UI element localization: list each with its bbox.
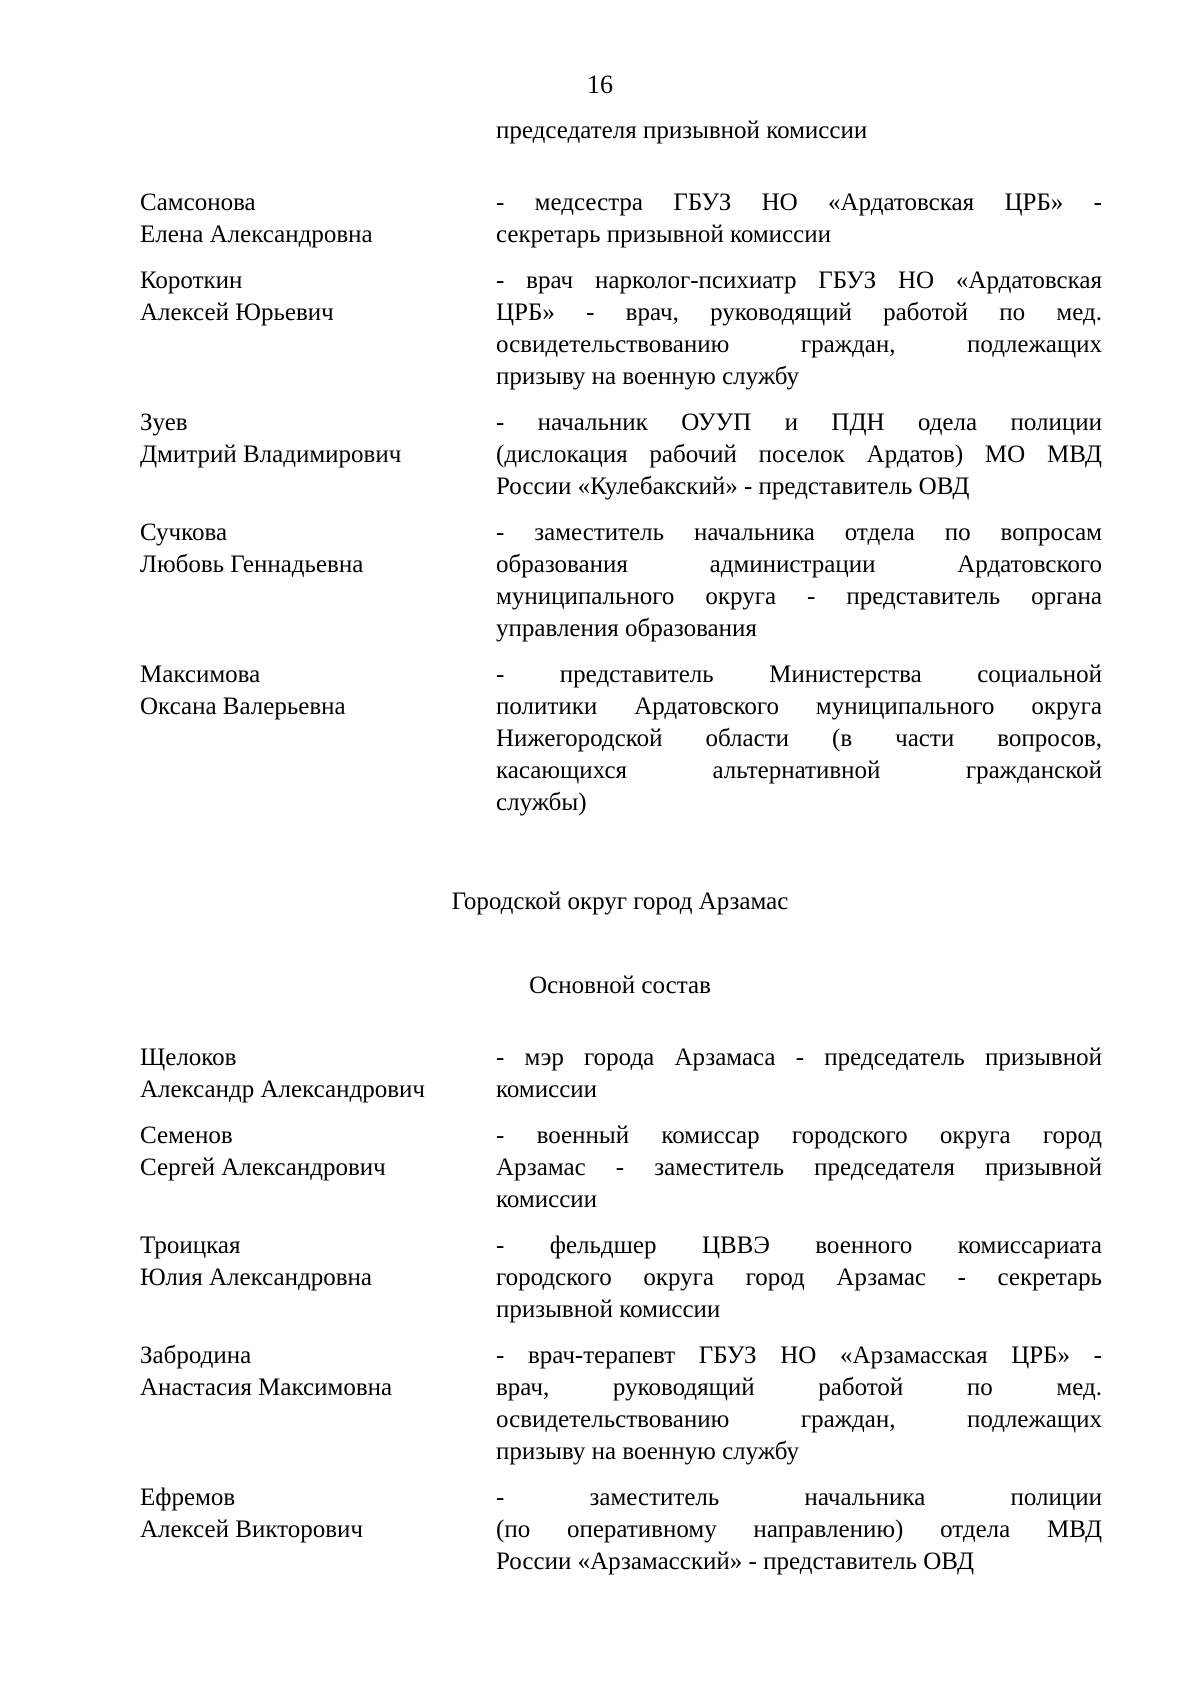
role-line: - врач нарколог-психиатр ГБУЗ НО «Ардатовская [496, 267, 1102, 294]
member-entry [140, 1230, 1102, 1326]
role-line: касающихся альтернативной гражданской [496, 757, 1102, 784]
member-role [496, 1230, 1102, 1326]
member-name [140, 1230, 496, 1326]
member-entry [140, 407, 1102, 503]
ardatov-member-list [140, 187, 1102, 819]
role-line: - заместитель начальника полиции [496, 1484, 1102, 1511]
member-name [140, 1120, 496, 1216]
member-given-name: Любовь Геннадьевна [140, 551, 364, 578]
role-line: России «Арзамасский» - представитель ОВД [496, 1548, 975, 1575]
role-line: России «Кулебакский» - представитель ОВД [496, 473, 970, 500]
member-surname: Забродина [140, 1342, 252, 1369]
member-given-name: Сергей Александрович [140, 1154, 386, 1181]
member-role [496, 659, 1102, 819]
member-role [496, 1482, 1102, 1578]
role-line: освидетельствованию граждан, подлежащих [496, 1406, 1102, 1433]
page-number: 16 [587, 70, 613, 99]
member-name [140, 1482, 496, 1578]
arzamas-member-list [140, 1042, 1102, 1578]
member-role [496, 1120, 1102, 1216]
role-line: - медсестра ГБУЗ НО «Ардатовская ЦРБ» - [496, 189, 1102, 216]
role-line: (дислокация рабочий поселок Ардатов) МО МВД [496, 441, 1102, 468]
role-line: освидетельствованию граждан, подлежащих [496, 331, 1102, 358]
role-line: призывной комиссии [496, 1296, 721, 1323]
member-given-name: Алексей Юрьевич [140, 299, 334, 326]
role-line: - начальник ОУУП и ПДН одела полиции [496, 409, 1102, 436]
member-entry [140, 1340, 1102, 1468]
member-entry [140, 659, 1102, 819]
member-given-name: Анастасия Максимовна [140, 1374, 393, 1401]
member-entry [140, 1482, 1102, 1578]
member-surname: Семенов [140, 1122, 233, 1149]
member-surname: Щелоков [140, 1044, 237, 1071]
role-line: управления образования [496, 615, 757, 642]
member-given-name: Елена Александровна [140, 221, 373, 248]
member-surname: Короткин [140, 267, 243, 294]
role-line: комиссии [496, 1186, 598, 1213]
role-line: муниципального округа - представитель органа [496, 583, 1102, 610]
member-entry [140, 1120, 1102, 1216]
member-role [496, 407, 1102, 503]
role-line: - военный комиссар городского округа город [496, 1122, 1102, 1149]
role-line: Арзамас - заместитель председателя призывной [496, 1154, 1102, 1181]
member-given-name: Александр Александрович [140, 1076, 425, 1103]
member-name [140, 1042, 496, 1106]
member-given-name: Алексей Викторович [140, 1516, 363, 1543]
member-surname: Сучкова [140, 519, 228, 546]
role-line: секретарь призывной комиссии [496, 221, 832, 248]
member-surname: Зуев [140, 409, 188, 436]
role-line: политики Ардатовского муниципального округа [496, 693, 1102, 720]
member-surname: Ефремов [140, 1484, 236, 1511]
member-name [140, 1340, 496, 1468]
member-role [496, 1340, 1102, 1468]
role-line: Нижегородской области (в части вопросов, [496, 725, 1102, 752]
role-line: врач, руководящий работой по мед. [496, 1374, 1102, 1401]
role-line: городского округа город Арзамас - секретарь [496, 1264, 1102, 1291]
role-line: - фельдшер ЦВВЭ военного комиссариата [496, 1232, 1102, 1259]
member-role [496, 187, 1102, 251]
member-name [140, 659, 496, 819]
role-line: комиссии [496, 1076, 598, 1103]
member-surname: Максимова [140, 661, 261, 688]
member-name [140, 517, 496, 645]
member-role [496, 265, 1102, 393]
role-line: - мэр города Арзамаса - председатель призывной [496, 1044, 1102, 1071]
member-surname: Троицкая [140, 1232, 241, 1259]
role-line: - заместитель начальника отдела по вопросам [496, 519, 1102, 546]
member-name [140, 407, 496, 503]
district-heading: Городской округ город Арзамас [451, 888, 789, 915]
member-entry [140, 265, 1102, 393]
role-line: призыву на военную службу [496, 1438, 800, 1465]
role-line: - представитель Министерства социальной [496, 661, 1102, 688]
role-line: призыву на военную службу [496, 363, 800, 390]
role-line: - врач-терапевт ГБУЗ НО «Арзамасская ЦРБ» - [496, 1342, 1102, 1369]
member-given-name: Оксана Валерьевна [140, 693, 346, 720]
member-given-name: Юлия Александровна [140, 1264, 372, 1291]
role-line: (по оперативному направлению) отдела МВД [496, 1516, 1102, 1543]
role-line: образования администрации Ардатовского [496, 551, 1102, 578]
role-line: ЦРБ» - врач, руководящий работой по мед. [496, 299, 1102, 326]
member-entry [140, 517, 1102, 645]
member-role [496, 517, 1102, 645]
member-role [496, 1042, 1102, 1106]
member-name [140, 265, 496, 393]
member-surname: Самсонова [140, 189, 256, 216]
member-entry [140, 1042, 1102, 1106]
member-given-name: Дмитрий Владимирович [140, 441, 402, 468]
member-name [140, 187, 496, 251]
role-line: службы) [496, 789, 587, 816]
member-entry [140, 187, 1102, 251]
continuation-text: председателя призывной комиссии [496, 117, 868, 144]
composition-heading: Основной состав [529, 972, 711, 999]
